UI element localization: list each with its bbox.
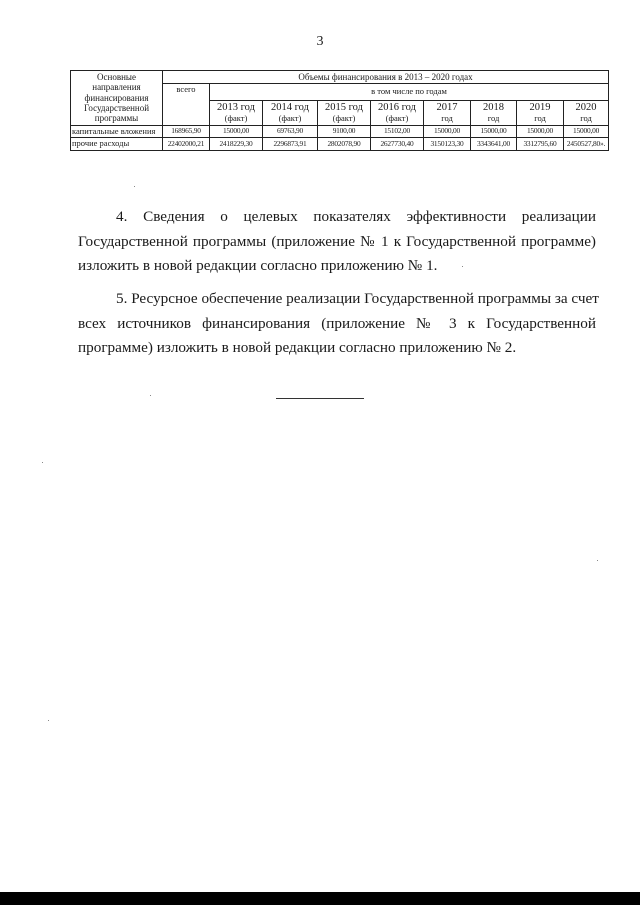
year-header: 2016 год (факт) bbox=[371, 100, 424, 125]
cell-value: 3312795,60 bbox=[517, 138, 564, 151]
cell-value: 3150123,30 bbox=[424, 138, 471, 151]
cell-value: 9100,00 bbox=[318, 125, 371, 138]
table-row bbox=[71, 138, 609, 151]
row-label: капитальные вложения bbox=[71, 125, 163, 138]
cell-value: 2450527,80». bbox=[564, 138, 609, 151]
scan-speck bbox=[48, 720, 49, 721]
year-header: 2017 год bbox=[424, 100, 471, 125]
paragraph-4 bbox=[78, 205, 596, 279]
financing-table bbox=[70, 70, 609, 151]
cell-value: 15102,00 bbox=[371, 125, 424, 138]
header-by-years: в том числе по годам bbox=[210, 84, 609, 101]
cell-total: 168965,90 bbox=[163, 125, 210, 138]
scan-speck bbox=[134, 186, 135, 187]
cell-value: 15000,00 bbox=[517, 125, 564, 138]
year-header: 2013 год (факт) bbox=[210, 100, 263, 125]
paragraph-line: 4. Сведения о целевых показателях эффективности реализации bbox=[116, 208, 596, 225]
cell-value: 69763,90 bbox=[263, 125, 318, 138]
year-header: 2018 год bbox=[471, 100, 517, 125]
paragraph-line: программе) изложить в новой редакции согласно приложению № 2. bbox=[78, 339, 517, 356]
cell-value: 2296873,91 bbox=[263, 138, 318, 151]
row-label: прочие расходы bbox=[71, 138, 163, 151]
scan-speck bbox=[462, 266, 463, 267]
paragraph-line: всех источников финансирования (приложение № 3 к Государственной bbox=[78, 314, 596, 332]
cell-value: 15000,00 bbox=[210, 125, 263, 138]
cell-total: 22402000,21 bbox=[163, 138, 210, 151]
cell-value: 15000,00 bbox=[564, 125, 609, 138]
scan-speck bbox=[597, 560, 598, 561]
paragraph-5 bbox=[78, 287, 599, 361]
table-row bbox=[71, 125, 609, 138]
paragraph-line: изложить в новой редакции согласно приложению № 1. bbox=[78, 257, 438, 274]
cell-value: 15000,00 bbox=[424, 125, 471, 138]
cell-value: 2418229,30 bbox=[210, 138, 263, 151]
closing-divider bbox=[276, 398, 364, 399]
header-volumes: Объемы финансирования в 2013 – 2020 годах bbox=[163, 71, 609, 84]
scan-bottom-edge bbox=[0, 892, 640, 905]
year-header: 2015 год (факт) bbox=[318, 100, 371, 125]
cell-value: 3343641,00 bbox=[471, 138, 517, 151]
scan-speck bbox=[42, 462, 43, 463]
year-header: 2020 год bbox=[564, 100, 609, 125]
year-header: 2019 год bbox=[517, 100, 564, 125]
header-directions: Основные направления финансирования Государственной программы bbox=[71, 71, 163, 126]
cell-value: 15000,00 bbox=[471, 125, 517, 138]
page-number: 3 bbox=[316, 34, 324, 49]
scan-speck bbox=[150, 395, 151, 396]
paragraph-line: 5. Ресурсное обеспечение реализации Государственной программы за счет bbox=[116, 290, 599, 307]
header-total: всего bbox=[163, 84, 210, 125]
paragraph-line: Государственной программы (приложение № 1 к Государственной программе) bbox=[78, 232, 596, 250]
cell-value: 2627730,40 bbox=[371, 138, 424, 151]
year-header: 2014 год (факт) bbox=[263, 100, 318, 125]
cell-value: 2802078,90 bbox=[318, 138, 371, 151]
